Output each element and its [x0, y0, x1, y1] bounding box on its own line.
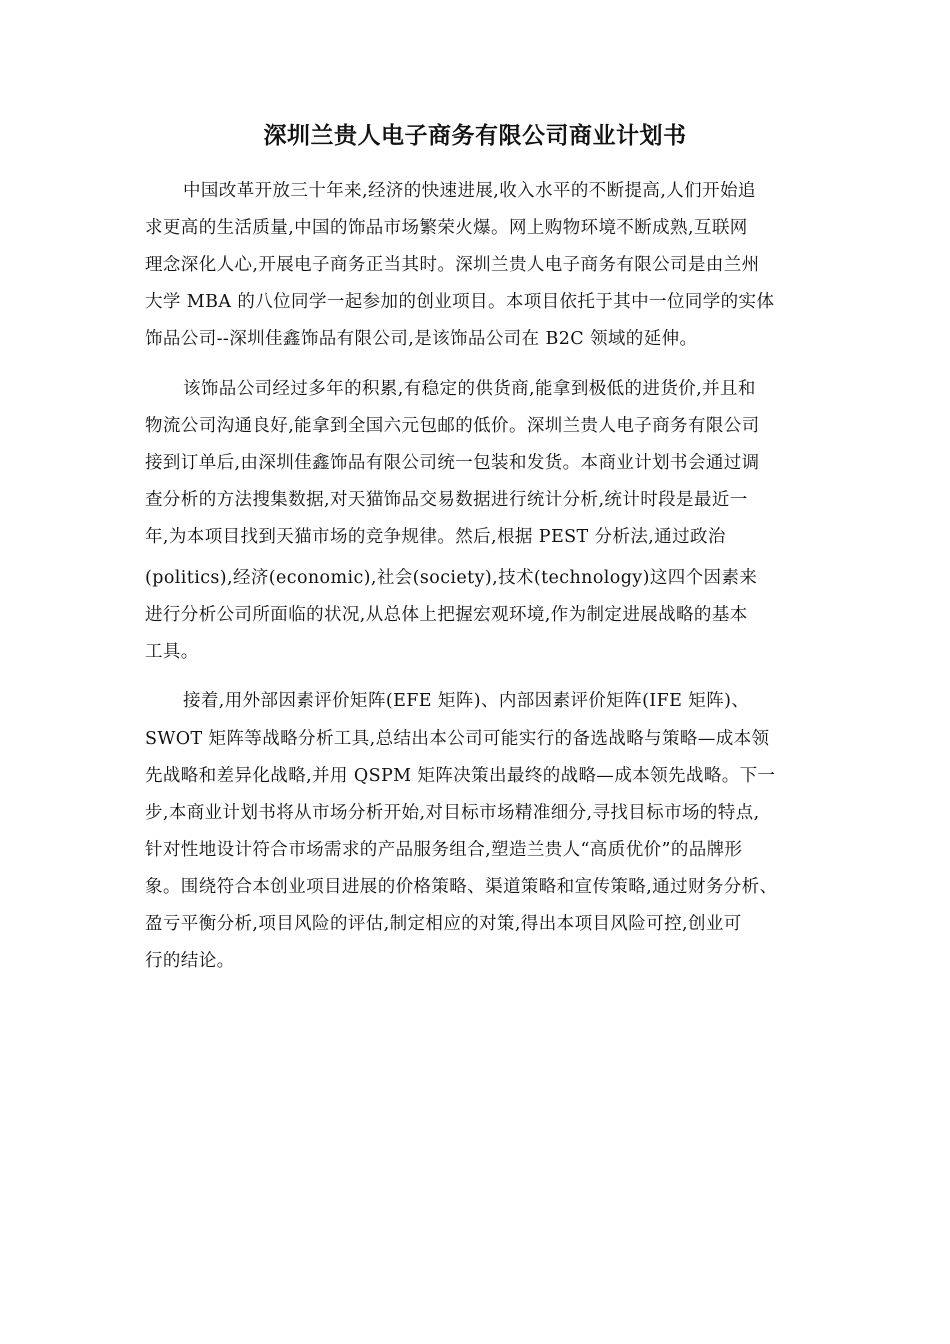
paragraph-line: 求更高的生活质量,中国的饰品市场繁荣火爆。网上购物环境不断成熟,互联网 [145, 218, 748, 238]
paragraph-line: 查分析的方法搜集数据,对天猫饰品交易数据进行统计分析,统计时段是最近一 [145, 490, 748, 510]
paragraph-line: 象。围绕符合本创业项目进展的价格策略、渠道策略和宣传策略,通过财务分析、 [145, 877, 778, 897]
paragraph-line: (politics),经济(economic),社会(society),技术(technology)这四个因素来 [145, 568, 758, 588]
paragraph-line: 接到订单后,由深圳佳鑫饰品有限公司统一包装和发货。本商业计划书会通过调 [145, 453, 760, 473]
paragraph-line: 盈亏平衡分析,项目风险的评估,制定相应的对策,得出本项目风险可控,创业可 [145, 914, 742, 934]
paragraph-line: 步,本商业计划书将从市场分析开始,对目标市场精准细分,寻找目标市场的特点, [145, 803, 760, 823]
paragraph-line: 饰品公司--深圳佳鑫饰品有限公司,是该饰品公司在 B2C 领域的延伸。 [145, 329, 698, 349]
paragraph-line: 大学 MBA 的八位同学一起参加的创业项目。本项目依托于其中一位同学的实体 [145, 292, 775, 312]
paragraph-line: 理念深化人心,开展电子商务正当其时。深圳兰贵人电子商务有限公司是由兰州 [145, 255, 760, 275]
paragraph-line: SWOT 矩阵等战略分析工具,总结出本公司可能实行的备选战略与策略—成本领 [145, 729, 770, 749]
paragraph-line: 物流公司沟通良好,能拿到全国六元包邮的低价。深圳兰贵人电子商务有限公司 [145, 416, 760, 436]
paragraph-line: 中国改革开放三十年来,经济的快速进展,收入水平的不断提高,人们开始追 [183, 181, 756, 201]
paragraph-line: 年,为本项目找到天猫市场的竞争规律。然后,根据 PEST 分析法,通过政治 [145, 527, 726, 547]
paragraph-line: 行的结论。 [145, 951, 235, 971]
paragraph-line: 针对性地设计符合市场需求的产品服务组合,塑造兰贵人“高质优价”的品牌形 [145, 840, 743, 860]
paragraph-line: 先战略和差异化战略,并用 QSPM 矩阵决策出最终的战略—成本领先战略。下一 [145, 766, 776, 786]
paragraph-line: 进行分析公司所面临的状况,从总体上把握宏观环境,作为制定进展战略的基本 [145, 605, 748, 625]
paragraph-line: 接着,用外部因素评价矩阵(EFE 矩阵)、内部因素评价矩阵(IFE 矩阵)、 [183, 691, 750, 711]
document-title: 深圳兰贵人电子商务有限公司商业计划书 [263, 122, 687, 149]
paragraph-line: 该饰品公司经过多年的积累,有稳定的供货商,能拿到极低的进货价,并且和 [183, 379, 756, 399]
paragraph-line: 工具。 [145, 642, 199, 662]
